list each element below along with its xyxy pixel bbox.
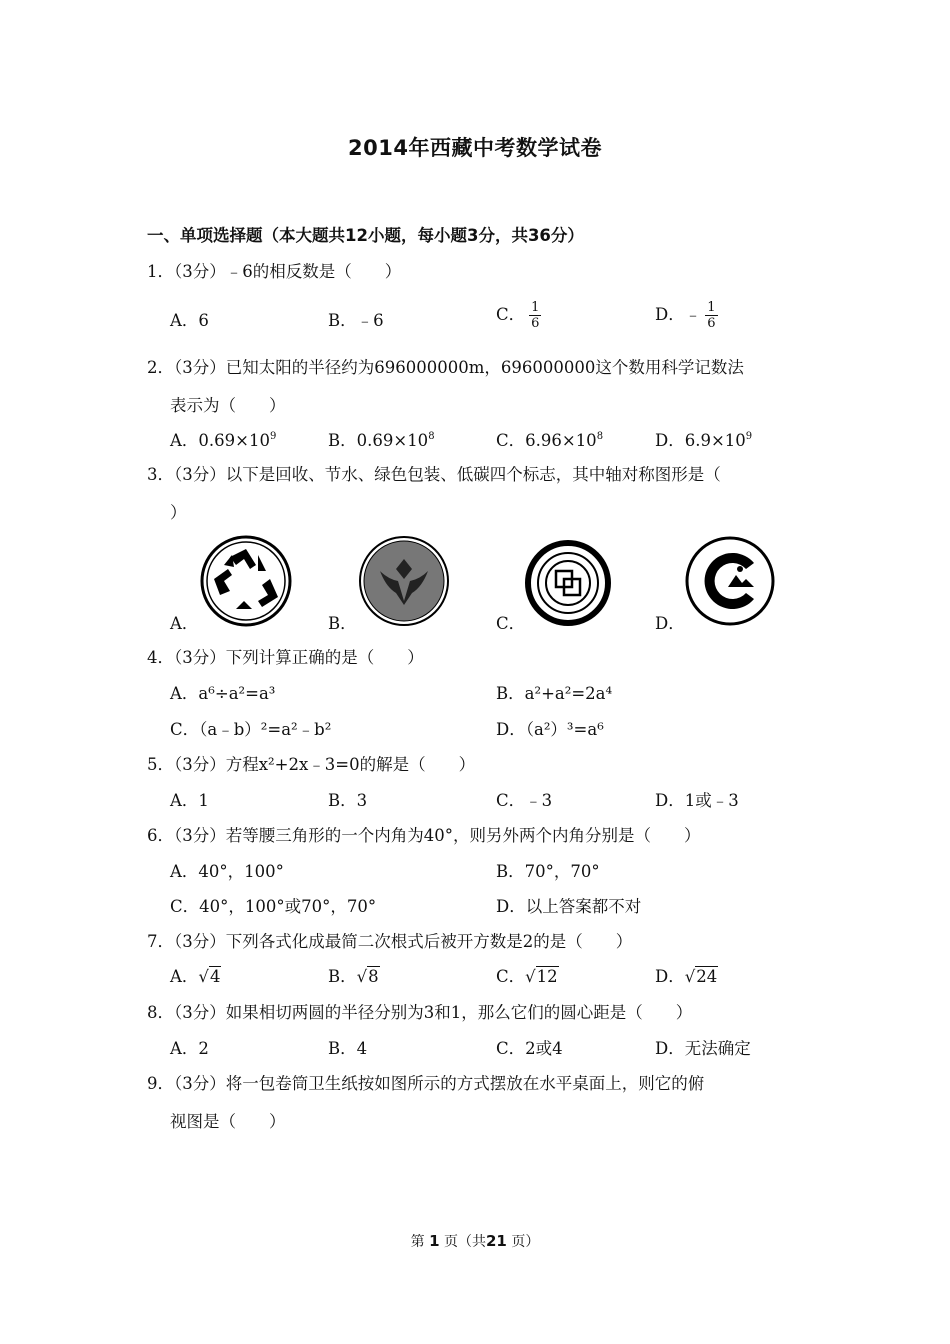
q4-option-c: C．（a﹣b）²=a²﹣b² bbox=[170, 720, 332, 739]
question-7-stem: 7．（3分）下列各式化成最简二次根式后被开方数是2的是（ ） bbox=[147, 932, 633, 951]
q5-option-c: C．﹣3 bbox=[496, 791, 553, 810]
exponent: 8 bbox=[596, 431, 604, 442]
q2-option-b bbox=[328, 427, 435, 451]
fraction bbox=[705, 300, 717, 331]
question-6-stem: 6．（3分）若等腰三角形的一个内角为40°，则另外两个内角分别是（ ） bbox=[147, 826, 701, 845]
q5-option-d: D．1或﹣3 bbox=[655, 791, 739, 810]
q4-option-d: D．（a²）³=a⁶ bbox=[496, 720, 604, 739]
q8-option-d: D．无法确定 bbox=[655, 1039, 751, 1058]
radicand: 8 bbox=[368, 967, 379, 986]
q5-option-b: B．3 bbox=[328, 791, 368, 810]
q1-option-a: A．6 bbox=[170, 311, 209, 330]
q3-option-d: D． bbox=[655, 614, 685, 633]
question-2-stem-line2: 表示为（ ） bbox=[170, 396, 286, 415]
fraction-numerator: 1 bbox=[531, 300, 540, 315]
fraction bbox=[529, 300, 541, 331]
footer-prefix: 第 bbox=[410, 1234, 425, 1250]
question-3-stem-line1: 3．（3分）以下是回收、节水、绿色包装、低碳四个标志，其中轴对称图形是（ bbox=[147, 465, 721, 484]
footer-middle: 页（共 bbox=[444, 1234, 486, 1250]
q1-option-d bbox=[655, 300, 718, 331]
q4-option-a: A．a⁶÷a²=a³ bbox=[170, 684, 276, 703]
q6-option-a: A．40°，100° bbox=[170, 862, 284, 881]
q7-option-b-label: B． bbox=[328, 967, 357, 986]
q2-option-d bbox=[655, 427, 752, 451]
question-1-stem: 1．（3分）﹣6的相反数是（ ） bbox=[147, 262, 402, 281]
q1-option-c-label: C． bbox=[496, 305, 526, 324]
q7-option-a bbox=[170, 963, 221, 987]
exponent: 8 bbox=[428, 431, 435, 442]
footer-total-pages: 21 bbox=[486, 1232, 507, 1250]
radicand: 4 bbox=[209, 967, 221, 986]
q8-option-c: C．2或4 bbox=[496, 1039, 563, 1058]
section-heading: 一、单项选择题（本大题共12小题，每小题3分，共36分） bbox=[147, 226, 584, 245]
q6-option-c: C．40°，100°或70°，70° bbox=[170, 897, 377, 916]
radicand: 24 bbox=[696, 967, 718, 986]
square-root: √24 bbox=[684, 967, 718, 986]
q2-option-d-text: D．6.9×10 bbox=[655, 431, 746, 450]
q3-option-c: C． bbox=[496, 614, 526, 633]
q7-option-c bbox=[496, 963, 559, 987]
footer-suffix: 页） bbox=[511, 1234, 540, 1250]
q2-option-a-text: A．0.69×10 bbox=[170, 431, 270, 450]
recycle-logo-icon bbox=[200, 535, 292, 627]
square-root: √12 bbox=[525, 967, 558, 986]
q4-option-b: B．a²+a²=2a⁴ bbox=[496, 684, 613, 703]
fraction-denominator: 6 bbox=[531, 316, 540, 331]
question-3-stem-line2: ） bbox=[170, 503, 187, 522]
q7-option-b bbox=[328, 963, 380, 987]
question-2-stem-line1: 2．（3分）已知太阳的半径约为696000000m，696000000这个数用科学记数法 bbox=[147, 358, 744, 377]
question-4-stem: 4．（3分）下列计算正确的是（ ） bbox=[147, 648, 424, 667]
question-9-stem-line1: 9．（3分）将一包卷筒卫生纸按如图所示的方式摆放在水平桌面上，则它的俯 bbox=[147, 1074, 705, 1093]
q8-option-b: B．4 bbox=[328, 1039, 368, 1058]
question-8-stem: 8．（3分）如果相切两圆的半径分别为3和1，那么它们的圆心距是（ ） bbox=[147, 1003, 693, 1022]
radicand: 12 bbox=[536, 967, 558, 986]
q2-option-b-text: B．0.69×10 bbox=[328, 431, 429, 450]
q3-option-a: A． bbox=[170, 614, 199, 633]
q7-option-c-label: C． bbox=[496, 967, 526, 986]
q3-option-b: B． bbox=[328, 614, 357, 633]
q6-option-d: D．以上答案都不对 bbox=[496, 897, 642, 916]
page-footer bbox=[0, 1231, 950, 1251]
question-5-stem: 5．（3分）方程x²+2x﹣3=0的解是（ ） bbox=[147, 755, 476, 774]
exponent: 9 bbox=[269, 431, 277, 442]
footer-page-number: 1 bbox=[429, 1232, 440, 1250]
question-9-stem-line2: 视图是（ ） bbox=[170, 1112, 286, 1131]
q6-option-b: B．70°，70° bbox=[496, 862, 600, 881]
square-root: √8 bbox=[356, 967, 379, 986]
q2-option-c bbox=[496, 427, 603, 451]
q7-option-d bbox=[655, 963, 718, 987]
square-root: √4 bbox=[198, 967, 221, 986]
water-saving-logo-icon bbox=[358, 535, 450, 627]
q1-option-b: B．﹣6 bbox=[328, 311, 384, 330]
low-carbon-logo-icon bbox=[684, 535, 776, 627]
q2-option-a bbox=[170, 427, 276, 451]
q8-option-a: A．2 bbox=[170, 1039, 209, 1058]
fraction-denominator: 6 bbox=[707, 316, 716, 331]
q7-option-a-label: A． bbox=[170, 967, 199, 986]
q2-option-c-text: C．6.96×10 bbox=[496, 431, 597, 450]
green-packaging-logo-icon bbox=[522, 537, 614, 629]
q5-option-a: A．1 bbox=[170, 791, 209, 810]
q7-option-d-label: D． bbox=[655, 967, 685, 986]
page-title: 2014年西藏中考数学试卷 bbox=[348, 136, 602, 160]
exponent: 9 bbox=[745, 431, 753, 442]
q1-option-c bbox=[496, 300, 541, 331]
q1-option-d-label: D．﹣ bbox=[655, 305, 702, 324]
fraction-numerator: 1 bbox=[707, 300, 716, 315]
